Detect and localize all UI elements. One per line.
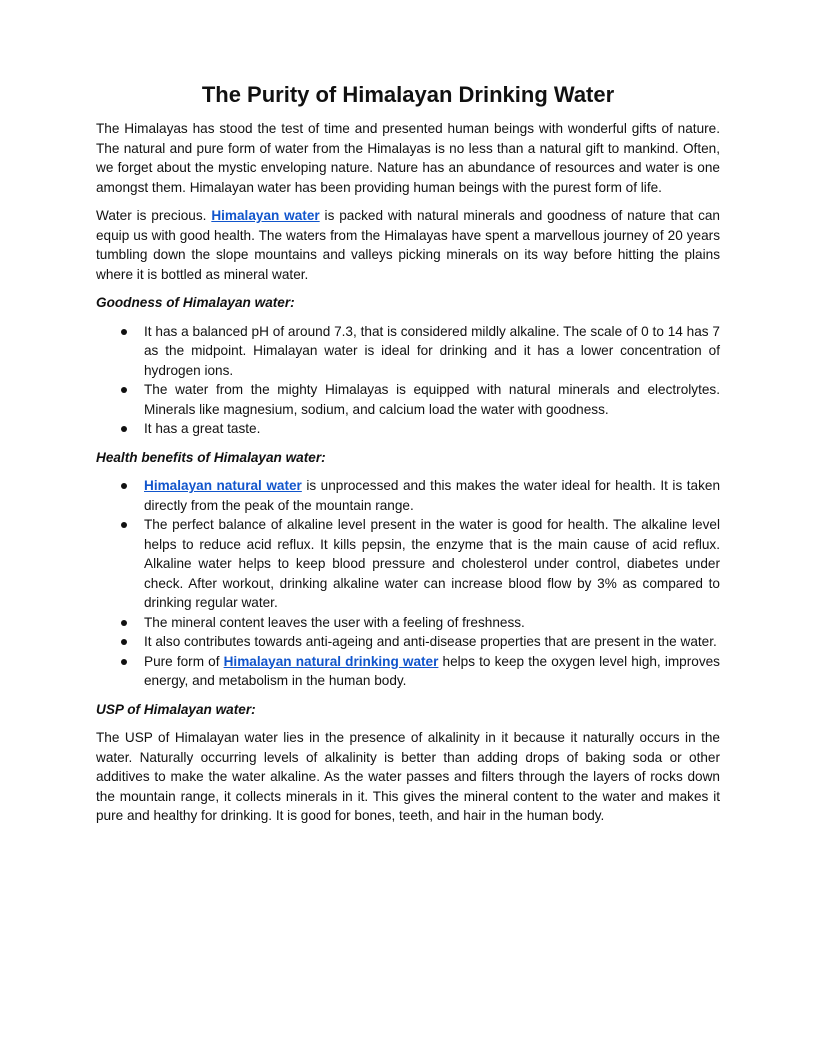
himalayan-natural-drinking-water-link[interactable]: Himalayan natural drinking water xyxy=(223,653,439,669)
himalayan-natural-water-link[interactable]: Himalayan natural water xyxy=(144,478,302,493)
list-item-text: Pure form of xyxy=(144,653,224,669)
goodness-list xyxy=(96,322,720,439)
health-benefits-heading: Health benefits of Himalayan water: xyxy=(96,449,326,465)
document-page xyxy=(96,80,720,835)
usp-paragraph: The USP of Himalayan water lies in the presence of alkalinity in it because it naturally occurs in the water. Naturally occurring levels of alkalinity is better than adding drops of baking soda or other additives to make the water alkaline. As the water passes and filters through the layers of rocks down the mountain range, it collects minerals in it. This gives the mineral content to the water and makes it pure and healthy for drinking. It is good for bones, teeth, and hair in the human body. xyxy=(96,730,720,823)
list-item: The mineral content leaves the user with a feeling of freshness. xyxy=(144,613,720,633)
intro-paragraph: The Himalayas has stood the test of time and presented human beings with wonderful gifts of nature. The natural and pure form of water from the Himalayas is no less than a natural gift to mankind. Often, we forget about the mystic enveloping nature. Nature has an abundance of resources and water is one amongst them. Himalayan water has been providing human beings with the purest form of life. xyxy=(96,121,720,195)
list-item xyxy=(144,652,720,691)
list-item: It has a balanced pH of around 7.3, that is considered mildly alkaline. The scale of 0 to 14 has 7 as the midpoint. Himalayan water is ideal for drinking and it has a lower concentration of hydrogen ions. xyxy=(144,322,720,381)
list-item-text: is unprocessed and this makes the water ideal for health. It is taken directly from the peak of the mountain range. xyxy=(144,478,721,513)
himalayan-water-link[interactable]: Himalayan water xyxy=(211,208,320,223)
list-item: The perfect balance of alkaline level present in the water is good for health. The alkaline level helps to reduce acid reflux. It kills pepsin, the enzyme that is the main cause of acid reflux. Alkaline water helps to keep blood pressure and cholesterol under control, diabetes under check. After workout, drinking alkaline water can increase blood flow by 3% as compared to drinking regular water. xyxy=(144,515,720,613)
page-title: The Purity of Himalayan Drinking Water xyxy=(201,82,615,107)
list-item-text: helps to keep the oxygen level high, improves energy, and metabolism in the human body. xyxy=(144,653,720,688)
paragraph-text: is packed with natural minerals and goodness of nature that can equip us with good health. The waters from the Himalayas have spent a marvellous journey of 20 years tumbling down the slope mountains and valleys picking minerals on its way before hitting the plains where it is bottled as mineral water. xyxy=(96,208,720,282)
usp-heading: USP of Himalayan water: xyxy=(96,701,256,717)
list-item: It also contributes towards anti-ageing and anti-disease properties that are present in the water. xyxy=(144,632,720,652)
goodness-heading: Goodness of Himalayan water: xyxy=(96,295,295,310)
list-item xyxy=(144,476,720,515)
precious-paragraph xyxy=(96,206,720,284)
list-item: It has a great taste. xyxy=(144,419,720,439)
health-benefits-list xyxy=(96,476,720,691)
paragraph-text: Water is precious. xyxy=(96,208,212,223)
list-item: The water from the mighty Himalayas is equipped with natural minerals and electrolytes. Minerals like magnesium, sodium, and calcium load the water with goodness. xyxy=(144,380,720,419)
